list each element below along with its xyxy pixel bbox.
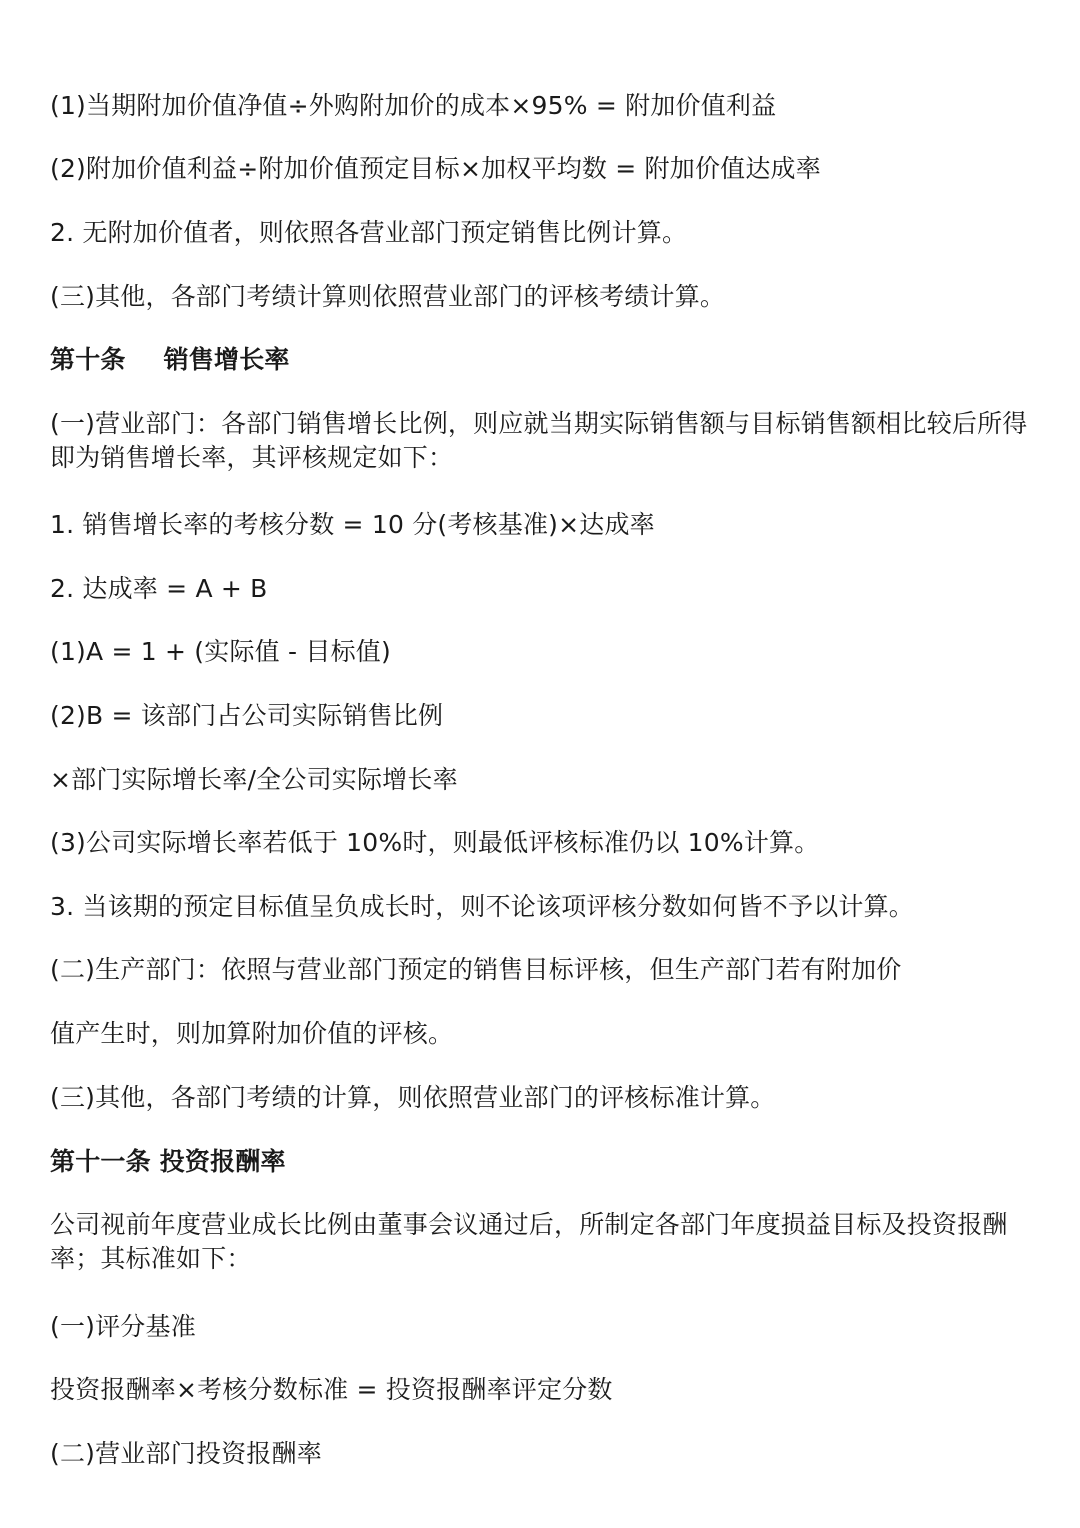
article-number: 第十条 bbox=[50, 345, 126, 374]
formula-line: ×部门实际增长率/全公司实际增长率 bbox=[50, 765, 458, 794]
paragraph-line: 3. 当该期的预定目标值呈负成长时，则不论该项评核分数如何皆不予以计算。 bbox=[50, 892, 915, 921]
formula-line: (2)B = 该部门占公司实际销售比例 bbox=[50, 701, 444, 730]
paragraph-line: 2. 无附加价值者，则依照各营业部门预定销售比例计算。 bbox=[50, 218, 688, 247]
formula-line: 投资报酬率×考核分数标准 = 投资报酬率评定分数 bbox=[50, 1375, 613, 1404]
subheading-line: (一)评分基准 bbox=[50, 1312, 196, 1341]
paragraph-line: 值产生时，则加算附加价值的评核。 bbox=[50, 1019, 454, 1048]
paragraph-line: (三)其他，各部门考绩的计算，则依照营业部门的评核标准计算。 bbox=[50, 1083, 776, 1112]
paragraph-line: 公司视前年度营业成长比例由董事会议通过后，所制定各部门年度损益目标及投资报酬率；其标准如下： bbox=[50, 1210, 1008, 1273]
paragraph-line: (3)公司实际增长率若低于 10%时，则最低评核标准仍以 10%计算。 bbox=[50, 828, 820, 857]
formula-line: (2)附加价值利益÷附加价值预定目标×加权平均数 = 附加价值达成率 bbox=[50, 154, 821, 183]
formula-line: (1)A = 1 + (实际值 - 目标值) bbox=[50, 637, 391, 666]
section-heading-article-11: 第十一条 投资报酬率 bbox=[50, 1147, 286, 1176]
paragraph-line: (二)生产部门：依照与营业部门预定的销售目标评核，但生产部门若有附加价 bbox=[50, 955, 902, 984]
article-title: 销售增长率 bbox=[163, 345, 290, 374]
formula-line: 1. 销售增长率的考核分数 = 10 分(考核基准)×达成率 bbox=[50, 510, 655, 539]
formula-line: 2. 达成率 = A + B bbox=[50, 574, 268, 603]
section-heading-article-10 bbox=[50, 343, 1040, 377]
formula-line: (1)当期附加价值净值÷外购附加价的成本×95% = 附加价值利益 bbox=[50, 91, 777, 120]
subheading-line: (二)营业部门投资报酬率 bbox=[50, 1439, 322, 1468]
paragraph-line: (三)其他，各部门考绩计算则依照营业部门的评核考绩计算。 bbox=[50, 282, 726, 311]
paragraph-line: (一)营业部门：各部门销售增长比例，则应就当期实际销售额与目标销售额相比较后所得即为销售增长率，其评核规定如下： bbox=[50, 409, 1028, 472]
